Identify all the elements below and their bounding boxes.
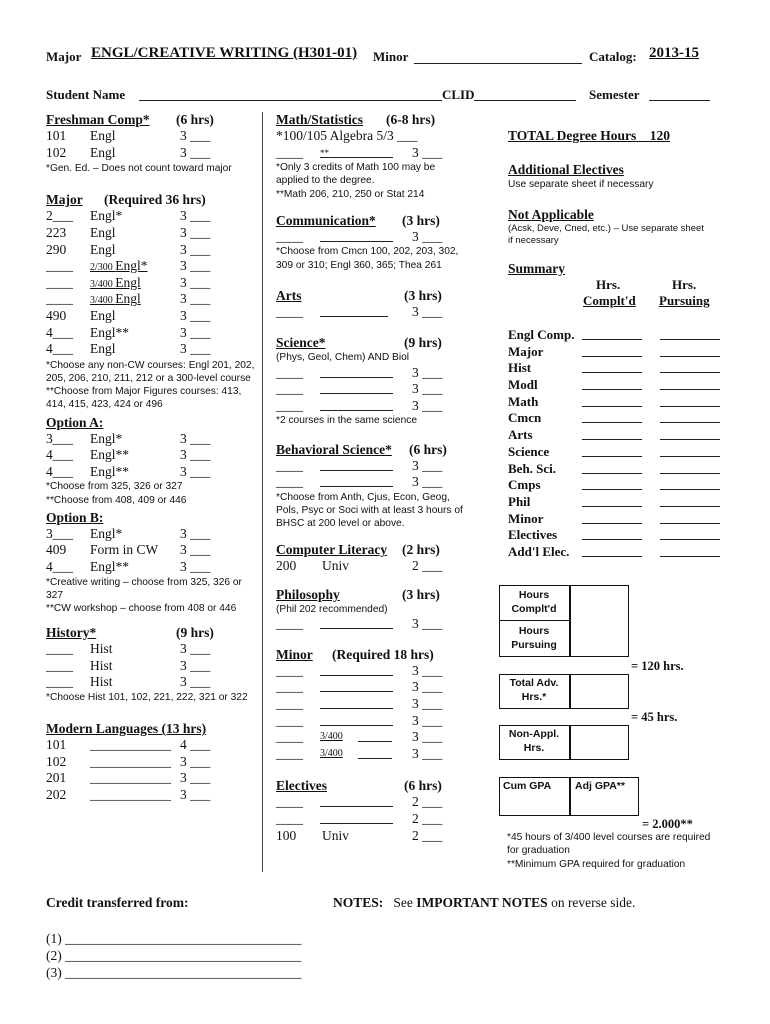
summary-col2-bottom: Pursuing: [659, 293, 710, 308]
languages-course: ____________: [90, 770, 171, 786]
summary-row: [508, 327, 728, 344]
science-code: ____: [276, 364, 303, 380]
behavioral-course-field[interactable]: [320, 475, 393, 487]
summary-complt-field[interactable]: [582, 545, 642, 557]
minor-hours[interactable]: 3 ___: [412, 662, 443, 678]
major-hours[interactable]: 3 ___: [180, 208, 211, 224]
option-a-code: 3___: [46, 430, 73, 446]
summary-complt-field[interactable]: [582, 428, 642, 440]
option-a-rows: [46, 431, 256, 481]
languages-code: 102: [46, 753, 67, 769]
electives-hours[interactable]: 2 ___: [412, 810, 443, 826]
summary-pursuing-field[interactable]: [660, 512, 720, 524]
languages-course: ____________: [90, 753, 171, 769]
not-applicable-title: Not Applicable: [508, 207, 594, 222]
summary-label: Modl: [508, 377, 538, 393]
option-a-hours[interactable]: 3 ___: [180, 430, 211, 446]
major-row: [46, 225, 256, 242]
electives-course-field[interactable]: [320, 795, 393, 807]
behavioral-note: *Choose from Anth, Cjus, Econ, Geog, Pols, Psyc or Soci with at least 3 hours of BHSC at 200 level or above.: [276, 491, 463, 530]
minor-row: [276, 696, 466, 713]
eq-120: = 120 hrs.: [631, 659, 684, 673]
summary-label: Minor: [508, 510, 544, 526]
languages-course: ____________: [90, 786, 171, 802]
languages-row: [46, 754, 256, 771]
minor-course-field[interactable]: [320, 697, 393, 709]
summary-row: [508, 461, 728, 478]
summary-row: [508, 511, 728, 528]
history-rows: [46, 641, 256, 691]
summary-complt-field[interactable]: [582, 495, 642, 507]
minor-label: Minor: [373, 49, 409, 64]
semester-label: Semester: [589, 87, 640, 102]
major-note: *Choose any non-CW courses: Engl 201, 202, 205, 206, 210, 211, 212 or a 300-level course **Choose from Major Figures courses: 413, 414, 415, 423, 424 or 496: [46, 359, 255, 411]
additional-electives-title: Additional Electives: [508, 162, 624, 177]
minor-field[interactable]: [414, 52, 582, 64]
credit-transfer-line[interactable]: (2) ___________________________________: [46, 948, 302, 963]
option-a-hours[interactable]: 3 ___: [180, 447, 211, 463]
minor-hours[interactable]: 3 ___: [412, 712, 443, 728]
summary-row: [508, 544, 728, 561]
summary-pursuing-field[interactable]: [660, 528, 720, 540]
summary-pursuing-field[interactable]: [660, 495, 720, 507]
communication-title: Communication* (3 hrs): [276, 212, 440, 228]
summary-pursuing-field[interactable]: [660, 361, 720, 373]
science-row: [276, 398, 466, 415]
math-title: Math/Statistics (6-8 hrs): [276, 112, 436, 127]
footnote-min-gpa: **Minimum GPA required for graduation: [507, 859, 686, 870]
summary-col2-top: Hrs.: [672, 277, 697, 292]
freshman-course: Engl: [90, 144, 116, 160]
languages-code: 101: [46, 737, 67, 753]
computer-row: 200 Univ 2 ___: [276, 558, 443, 574]
arts-title: Arts (3 hrs): [276, 287, 442, 303]
major-code: ____: [46, 258, 73, 274]
minor-hours[interactable]: 3 ___: [412, 679, 443, 695]
option-b-course: Form in CW: [90, 542, 159, 558]
electives-row: [276, 794, 466, 811]
electives-rows: [276, 794, 466, 844]
languages-hours[interactable]: 3 ___: [180, 753, 211, 769]
electives-code: 100: [276, 827, 297, 843]
freshman-note: *Gen. Ed. – Does not count toward major: [46, 163, 232, 175]
behavioral-hours[interactable]: 3 ___: [412, 474, 443, 490]
major-code: ____: [46, 291, 73, 307]
science-hours[interactable]: 3 ___: [412, 397, 443, 413]
minor-level: 3/400: [320, 731, 343, 743]
summary-col1-bottom: Complt'd: [583, 293, 636, 308]
electives-row: [276, 828, 466, 845]
option-b-note: *Creative writing – choose from 325, 326 or 327 **CW workshop – choose from 408 or 446: [46, 576, 242, 614]
summary-row: [508, 394, 728, 411]
major-hours[interactable]: 3 ___: [180, 224, 211, 240]
math-note: *Only 3 credits of Math 100 may be applied to the degree. **Math 206, 210, 250 or Stat 214: [276, 162, 436, 200]
column-divider: [262, 112, 263, 872]
behavioral-code: ____: [276, 474, 303, 490]
freshman-hours[interactable]: 3 ___: [180, 144, 211, 160]
minor-course-field[interactable]: [358, 730, 392, 742]
option-a-course: Engl**: [90, 447, 129, 463]
computer-title: Computer Literacy (2 hrs): [276, 542, 440, 558]
major-rows: [46, 208, 256, 357]
option-b-row: [46, 559, 256, 576]
summary-complt-field[interactable]: [582, 378, 642, 390]
cum-gpa-label: Cum GPA: [503, 780, 552, 792]
history-note: *Choose Hist 101, 102, 221, 222, 321 or 322: [46, 691, 248, 703]
hours-divider: [499, 620, 569, 621]
freshman-code: 102: [46, 144, 67, 160]
summary-complt-field[interactable]: [582, 478, 642, 490]
hours-complt-label: Hours Complt'd: [511, 589, 557, 615]
major-code: 223: [46, 224, 67, 240]
middle-column: [276, 112, 466, 844]
minor-hours[interactable]: 3 ___: [412, 745, 443, 761]
major-code: 290: [46, 241, 67, 257]
option-b-title: Option B:: [46, 509, 104, 525]
science-code: ____: [276, 397, 303, 413]
footnote-45-hours: *45 hours of 3/400 level courses are required for graduation: [507, 832, 711, 857]
summary-col1-top: Hrs.: [596, 277, 621, 292]
freshman-row: [46, 145, 256, 162]
major-course: Engl: [90, 341, 116, 357]
major-hours[interactable]: 3 ___: [180, 324, 211, 340]
major-row: [46, 291, 256, 308]
option-a-title: Option A:: [46, 414, 104, 430]
major-course: 3/400 Engl: [90, 291, 141, 307]
science-title: Science* (9 hrs): [276, 335, 442, 351]
minor-code: ____: [276, 712, 303, 728]
minor-section-title: Minor (Required 18 hrs): [276, 646, 434, 662]
languages-rows: [46, 737, 256, 803]
summary-pursuing-field[interactable]: [660, 445, 720, 457]
option-a-code: 4___: [46, 463, 73, 479]
option-b-hours[interactable]: 3 ___: [180, 542, 211, 558]
major-course: 3/400 Engl: [90, 274, 141, 290]
non-appl-value-box[interactable]: [569, 725, 629, 760]
philosophy-title: Philosophy (3 hrs): [276, 586, 440, 602]
science-row: [276, 381, 466, 398]
languages-title: Modern Languages (13 hrs): [46, 721, 207, 737]
summary-row: [508, 427, 728, 444]
electives-hours[interactable]: 2 ___: [412, 827, 443, 843]
summary-complt-field[interactable]: [582, 462, 642, 474]
science-hours[interactable]: 3 ___: [412, 364, 443, 380]
summary-label: Add'l Elec.: [508, 543, 570, 559]
history-hours[interactable]: 3 ___: [180, 657, 211, 673]
languages-hours[interactable]: 4 ___: [180, 737, 211, 753]
freshman-code: 101: [46, 128, 67, 143]
minor-row: [276, 663, 466, 680]
summary-label: Beh. Sci.: [508, 460, 557, 476]
adj-gpa-label: Adj GPA**: [575, 780, 625, 792]
option-b-row: [46, 526, 256, 543]
minor-code: ____: [276, 679, 303, 695]
major-row: [46, 208, 256, 225]
history-code: ____: [46, 641, 73, 657]
major-course: Engl**: [90, 324, 129, 340]
minor-row: [276, 746, 466, 763]
science-code: ____: [276, 381, 303, 397]
major-hours[interactable]: 3 ___: [180, 241, 211, 257]
total-adv-value-box[interactable]: [569, 674, 629, 709]
major-title: Major (Required 36 hrs): [46, 192, 206, 208]
history-course: Hist: [90, 641, 113, 657]
major-row: [46, 258, 256, 275]
notes-line: NOTES: See IMPORTANT NOTES on reverse side.: [333, 895, 636, 910]
major-hours[interactable]: 3 ___: [180, 307, 211, 323]
credit-transfer-line[interactable]: (3) ___________________________________: [46, 965, 302, 980]
behavioral-row: [276, 458, 466, 475]
summary-label: Cmcn: [508, 410, 542, 426]
eq-2: = 2.000**: [642, 817, 693, 831]
option-b-hours[interactable]: 3 ___: [180, 558, 211, 574]
catalog-label: Catalog:: [589, 49, 637, 64]
summary-label: Electives: [508, 527, 558, 543]
science-course-field[interactable]: [320, 399, 393, 411]
option-a-course: Engl*: [90, 430, 123, 446]
summary-label: Math: [508, 393, 539, 409]
minor-course-field[interactable]: [320, 664, 393, 676]
summary-row: [508, 410, 728, 427]
languages-row: [46, 737, 256, 754]
summary-pursuing-field[interactable]: [660, 478, 720, 490]
option-b-code: 3___: [46, 525, 73, 541]
electives-course: Univ: [322, 827, 349, 843]
hours-values-box[interactable]: [569, 585, 629, 657]
history-code: ____: [46, 674, 73, 690]
credit-transfer-line[interactable]: (1) ___________________________________: [46, 931, 302, 946]
summary-row: [508, 477, 728, 494]
option-a-course: Engl**: [90, 463, 129, 479]
history-course: Hist: [90, 657, 113, 673]
minor-row: [276, 729, 466, 746]
summary-complt-field[interactable]: [582, 345, 642, 357]
minor-code: ____: [276, 695, 303, 711]
summary-complt-field[interactable]: [582, 361, 642, 373]
major-course: 2/300 Engl*: [90, 258, 148, 274]
clid-field[interactable]: [474, 89, 576, 101]
history-row: [46, 641, 256, 658]
freshman-course: Engl: [90, 128, 116, 143]
freshman-hours[interactable]: 3 ___: [180, 128, 211, 143]
option-a-row: [46, 464, 256, 481]
science-rows: [276, 365, 466, 415]
languages-course: ____________: [90, 737, 171, 753]
summary-pursuing-field[interactable]: [660, 411, 720, 423]
major-hours[interactable]: 3 ___: [180, 291, 211, 307]
hours-pursuing-label: Hours Pursuing: [511, 625, 557, 651]
option-a-code: 4___: [46, 447, 73, 463]
history-course: Hist: [90, 674, 113, 690]
major-value: ENGL/CREATIVE WRITING (H301-01): [91, 45, 358, 61]
summary-complt-field[interactable]: [582, 328, 642, 340]
summary-label: Engl Comp.: [508, 327, 575, 342]
option-a-hours[interactable]: 3 ___: [180, 463, 211, 479]
option-b-row: [46, 542, 256, 559]
languages-hours[interactable]: 3 ___: [180, 786, 211, 802]
minor-row: [276, 679, 466, 696]
electives-row: [276, 811, 466, 828]
major-label: Major: [46, 49, 82, 64]
summary-pursuing-field[interactable]: [660, 428, 720, 440]
minor-hours[interactable]: 3 ___: [412, 695, 443, 711]
major-hours[interactable]: 3 ___: [180, 274, 211, 290]
behavioral-rows: [276, 458, 466, 491]
summary-row: [508, 360, 728, 377]
history-title: History* (9 hrs): [46, 625, 214, 641]
summary-label: Phil: [508, 493, 531, 509]
behavioral-hours[interactable]: 3 ___: [412, 457, 443, 473]
minor-course-field[interactable]: [358, 747, 392, 759]
non-appl-label: Non-Appl. Hrs.: [508, 728, 560, 754]
math-row-1: *100/105 Algebra 5/3 ___: [276, 128, 418, 143]
minor-rows: [276, 663, 466, 763]
arts-row: ____ 3 ___: [276, 303, 443, 319]
electives-code: ____: [276, 810, 303, 826]
electives-code: ____: [276, 794, 303, 810]
communication-note: *Choose from Cmcn 100, 202, 203, 302, 309 or 310; Engl 360, 365; Thea 261: [276, 246, 459, 271]
electives-title: Electives (6 hrs): [276, 778, 442, 794]
summary-label: Cmps: [508, 477, 541, 493]
history-hours[interactable]: 3 ___: [180, 641, 211, 657]
history-code: ____: [46, 657, 73, 673]
summary-complt-field[interactable]: [582, 512, 642, 524]
minor-course-field[interactable]: [320, 714, 393, 726]
behavioral-code: ____: [276, 457, 303, 473]
eq-45: = 45 hrs.: [631, 710, 678, 724]
summary-row: [508, 494, 728, 511]
minor-course-field[interactable]: [320, 680, 393, 692]
major-row: [46, 308, 256, 325]
not-applicable-note: (Acsk, Deve, Cned, etc.) – Use separate sheet if necessary: [508, 223, 704, 246]
history-row: [46, 658, 256, 675]
science-course-field[interactable]: [320, 366, 393, 378]
languages-hours[interactable]: 3 ___: [180, 770, 211, 786]
summary-complt-field[interactable]: [582, 411, 642, 423]
freshman-rows: [46, 128, 256, 161]
philosophy-row: ____ 3 ___: [276, 616, 443, 632]
history-row: [46, 674, 256, 691]
major-course: Engl*: [90, 208, 123, 224]
total-degree-hours: TOTAL Degree Hours 120: [508, 128, 670, 143]
summary-complt-field[interactable]: [582, 445, 642, 457]
summary-label: Arts: [508, 427, 533, 443]
major-row: [46, 341, 256, 358]
major-course: Engl: [90, 241, 116, 257]
student-name-field[interactable]: [139, 89, 442, 101]
catalog-value: 2013-15: [649, 45, 699, 61]
behavioral-course-field[interactable]: [320, 459, 393, 471]
languages-code: 202: [46, 786, 67, 802]
summary-title: Summary: [508, 261, 565, 276]
summary-pursuing-field[interactable]: [660, 545, 720, 557]
science-course-field[interactable]: [320, 382, 393, 394]
summary-pursuing-field[interactable]: [660, 395, 720, 407]
summary-pursuing-field[interactable]: [660, 462, 720, 474]
major-row: [46, 325, 256, 342]
minor-level: 3/400: [320, 747, 343, 759]
summary-pursuing-field[interactable]: [660, 345, 720, 357]
summary-row: [508, 377, 728, 394]
science-note: *2 courses in the same science: [276, 415, 417, 427]
major-code: ____: [46, 274, 73, 290]
communication-row: ____ 3 ___: [276, 228, 443, 244]
additional-electives-note: Use separate sheet if necessary: [508, 179, 654, 190]
major-course: Engl: [90, 307, 116, 323]
major-course: Engl: [90, 224, 116, 240]
science-sub: (Phys, Geol, Chem) AND Biol: [276, 352, 410, 364]
option-b-course: Engl**: [90, 558, 129, 574]
math-row-2: ____ ** 3 ___: [276, 144, 443, 160]
option-b-course: Engl*: [90, 525, 123, 541]
summary-row: [508, 344, 728, 361]
freshman-comp-title: Freshman Comp* (6 hrs): [46, 112, 214, 127]
minor-code: ____: [276, 662, 303, 678]
summary-label: Science: [508, 443, 550, 459]
summary-pursuing-field[interactable]: [660, 378, 720, 390]
freshman-row: [46, 128, 256, 145]
major-hours[interactable]: 3 ___: [180, 258, 211, 274]
electives-course-field[interactable]: [320, 812, 393, 824]
summary-complt-field[interactable]: [582, 395, 642, 407]
semester-field[interactable]: [649, 89, 710, 101]
minor-code: ____: [276, 745, 303, 761]
left-column: [46, 112, 256, 803]
science-row: [276, 365, 466, 382]
summary-label: Hist: [508, 360, 532, 376]
electives-hours[interactable]: 2 ___: [412, 794, 443, 810]
major-code: 4___: [46, 324, 73, 340]
student-name-label: Student Name: [46, 87, 126, 102]
summary-row: [508, 527, 728, 544]
history-hours[interactable]: 3 ___: [180, 674, 211, 690]
summary-complt-field[interactable]: [582, 528, 642, 540]
credit-lines: [46, 930, 301, 981]
languages-row: [46, 787, 256, 804]
major-row: [46, 242, 256, 259]
credit-transferred-label: Credit transferred from:: [46, 895, 189, 910]
summary-label: Major: [508, 343, 544, 359]
languages-code: 201: [46, 770, 67, 786]
philosophy-sub: (Phil 202 recommended): [276, 603, 388, 615]
option-a-row: [46, 431, 256, 448]
option-a-row: [46, 447, 256, 464]
major-code: 490: [46, 307, 67, 323]
minor-hours[interactable]: 3 ___: [412, 729, 443, 745]
option-b-code: 4___: [46, 558, 73, 574]
minor-row: [276, 713, 466, 730]
option-a-note: *Choose from 325, 326 or 327 **Choose from 408, 409 or 446: [46, 481, 187, 506]
science-hours[interactable]: 3 ___: [412, 381, 443, 397]
major-row: [46, 275, 256, 292]
major-code: 2___: [46, 208, 73, 224]
summary-pursuing-field[interactable]: [660, 328, 720, 340]
clid-label: CLID: [442, 87, 475, 102]
major-hours[interactable]: 3 ___: [180, 341, 211, 357]
languages-row: [46, 770, 256, 787]
option-b-rows: [46, 526, 256, 576]
minor-code: ____: [276, 729, 303, 745]
behavioral-title: Behavioral Science* (6 hrs): [276, 441, 447, 457]
summary-row: [508, 444, 728, 461]
option-b-hours[interactable]: 3 ___: [180, 525, 211, 541]
behavioral-row: [276, 474, 466, 491]
total-adv-label: Total Adv. Hrs.*: [509, 677, 559, 703]
option-b-code: 409: [46, 542, 67, 558]
major-code: 4___: [46, 341, 73, 357]
summary-rows: [508, 327, 728, 561]
